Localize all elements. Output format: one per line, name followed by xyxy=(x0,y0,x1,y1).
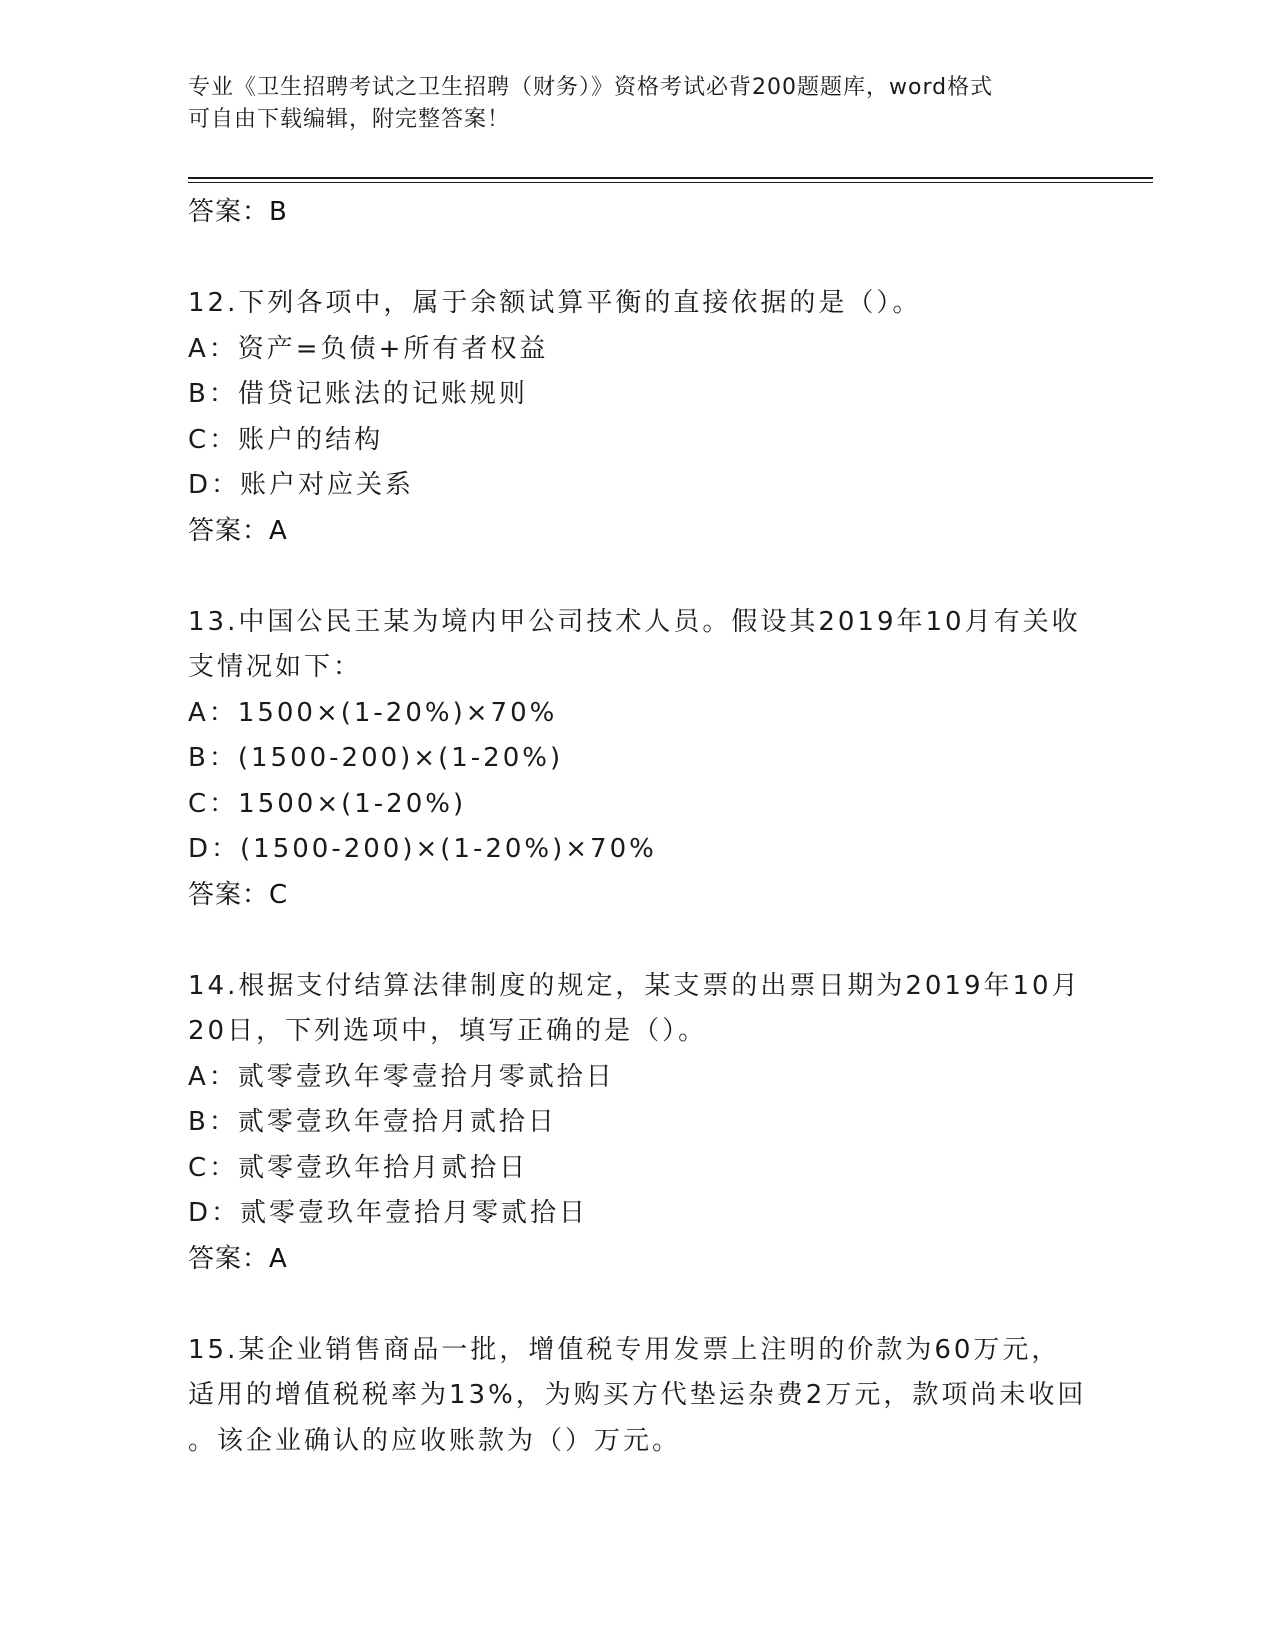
question-stem: 14.根据支付结算法律制度的规定，某支票的出票日期为2019年10月 xyxy=(188,970,1081,1001)
header-line-2: 可自由下载编辑，附完整答案！ xyxy=(188,107,511,132)
header-divider-thin xyxy=(188,182,1153,183)
spacer xyxy=(188,236,1088,282)
question-12 xyxy=(188,281,1088,554)
question-15 xyxy=(188,1328,1088,1465)
option-c: C：账户的结构 xyxy=(188,424,384,455)
document-body xyxy=(188,190,1088,1464)
spacer xyxy=(188,554,1088,600)
question-14 xyxy=(188,964,1088,1283)
header-divider-thick xyxy=(188,177,1153,179)
option-a: A：贰零壹玖年零壹拾月零贰拾日 xyxy=(188,1061,615,1092)
spacer xyxy=(188,918,1088,964)
option-c: C：贰零壹玖年拾月贰拾日 xyxy=(188,1152,529,1183)
question-stem: 20日，下列选项中，填写正确的是（）。 xyxy=(188,1016,708,1046)
question-13 xyxy=(188,600,1088,919)
answer: 答案：C xyxy=(188,879,289,910)
option-d: D：贰零壹玖年壹拾月零贰拾日 xyxy=(188,1198,589,1228)
option-b: B：借贷记账法的记账规则 xyxy=(188,379,528,409)
option-b: B：(1500-200)×(1-20%) xyxy=(188,743,564,773)
question-stem: 支情况如下： xyxy=(188,652,363,682)
question-stem: 。该企业确认的应收账款为（）万元。 xyxy=(188,1425,682,1456)
question-stem: 适用的增值税税率为13%，为购买方代垫运杂费2万元，款项尚未收回 xyxy=(188,1380,1087,1410)
option-b: B：贰零壹玖年壹拾月贰拾日 xyxy=(188,1107,557,1137)
option-c: C：1500×(1-20%) xyxy=(188,788,467,819)
question-stem: 12.下列各项中，属于余额试算平衡的直接依据的是（）。 xyxy=(188,288,922,318)
option-d: D：(1500-200)×(1-20%)×70% xyxy=(188,834,657,864)
previous-answer: 答案：B xyxy=(188,197,288,227)
option-d: D：账户对应关系 xyxy=(188,470,415,500)
question-stem: 13.中国公民王某为境内甲公司技术人员。假设其2019年10月有关收 xyxy=(188,606,1081,637)
answer: 答案：A xyxy=(188,1243,288,1274)
answer: 答案：A xyxy=(188,515,288,546)
header-line-1: 专业《卫生招聘考试之卫生招聘（财务）》资格考试必背200题题库，word格式 xyxy=(188,75,994,100)
spacer xyxy=(188,1282,1088,1328)
document-header xyxy=(188,72,1068,136)
option-a: A：1500×(1-20%)×70% xyxy=(188,697,558,728)
option-a: A：资产=负债+所有者权益 xyxy=(188,333,549,364)
question-stem: 15.某企业销售商品一批，增值税专用发票上注明的价款为60万元， xyxy=(188,1334,1061,1365)
